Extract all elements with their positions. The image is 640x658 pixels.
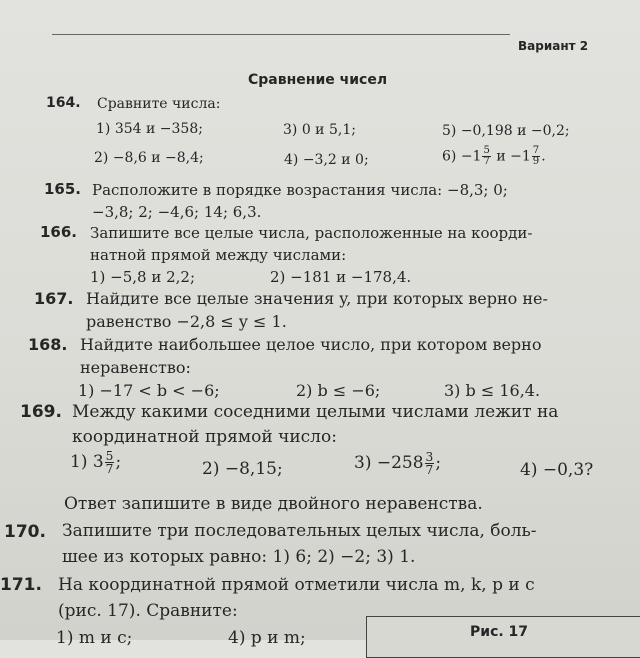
problem-168-number: 168.: [28, 335, 68, 354]
problem-171-line-1: На координатной прямой отметили числа m, k, p и c: [58, 575, 535, 595]
problem-169-item-1: 1) 3 $\frac{5}{7}$ ;: [70, 449, 122, 477]
problem-166-item-2: 2) −181 и −178,4.: [270, 268, 412, 286]
problem-168-line-2: неравенство:: [80, 358, 191, 377]
problem-164-item-5: 5) −0,198 и −0,2;: [442, 123, 570, 139]
problem-171-item-1: 1) m и c;: [56, 628, 133, 648]
problem-164-item-4: 4) −3,2 и 0;: [284, 152, 369, 168]
problem-170-line-2: шее из которых равно: 1) 6; 2) −2; 3) 1.: [62, 547, 416, 567]
problem-165-line-2: −3,8; 2; −4,6; 14; 6,3.: [92, 203, 262, 221]
problem-165-number: 165.: [44, 180, 82, 198]
problem-164-item-2: 2) −8,6 и −8,4;: [94, 150, 204, 166]
problem-166-line-2: натной прямой между числами:: [90, 246, 347, 264]
problem-169-item-3: 3) −258 $\frac{3}{7}$ ;: [354, 450, 442, 478]
problem-167-line-2: равенство −2,8 ≤ y ≤ 1.: [86, 312, 287, 331]
problem-168-item-3: 3) b ≤ 16,4.: [444, 381, 541, 400]
problem-169-number: 169.: [20, 402, 62, 422]
problem-166-line-1: Запишите все целые числа, расположенные на коорди-: [90, 224, 533, 242]
problem-170-line-1: Запишите три последовательных целых числа, боль-: [62, 521, 537, 541]
fraction-7-9: $\frac{7}{9}$: [532, 145, 540, 168]
problem-164-number: 164.: [46, 95, 81, 111]
figure-17-label: Рис. 17: [470, 624, 529, 640]
problem-169-item-2: 2) −8,15;: [202, 459, 283, 479]
problem-169-item-4: 4) −0,3?: [520, 460, 594, 480]
problem-164-item-1: 1) 354 и −358;: [96, 121, 203, 137]
problem-169-line-2: координатной прямой число:: [72, 427, 337, 447]
problem-168-item-2: 2) b ≤ −6;: [296, 381, 381, 400]
fraction-5-7: $\frac{5}{7}$: [483, 145, 490, 168]
problem-164-text: Сравните числа:: [97, 96, 221, 112]
problem-165-line-1: Расположите в порядке возрастания числа: −8,3; 0;: [92, 181, 508, 199]
problem-166-number: 166.: [40, 223, 78, 241]
problem-164-item-6: 6) −1 $\frac{5}{7}$ и −1 $\frac{7}{9}$ .: [442, 145, 546, 168]
section-title: Сравнение чисел: [248, 72, 388, 88]
problem-171-number: 171.: [0, 575, 42, 595]
problem-167-number: 167.: [34, 289, 74, 308]
problem-169-line-1: Между какими соседними целыми числами лежит на: [72, 402, 559, 422]
problem-167-line-1: Найдите все целые значения y, при которых верно не-: [86, 289, 548, 308]
problem-171-item-4: 4) p и m;: [228, 628, 306, 648]
fraction-5-7: $\frac{5}{7}$: [105, 449, 114, 477]
problem-169-answer-note: Ответ запишите в виде двойного неравенства.: [64, 494, 483, 514]
problem-170-number: 170.: [4, 522, 46, 542]
problem-168-item-1: 1) −17 < b < −6;: [78, 381, 220, 400]
problem-171-line-2: (рис. 17). Сравните:: [58, 601, 238, 621]
problem-164-item-3: 3) 0 и 5,1;: [283, 122, 356, 138]
problem-168-line-1: Найдите наибольшее целое число, при котором верно: [80, 335, 542, 354]
variant-label: Вариант 2: [518, 39, 589, 53]
header-rule: [52, 34, 510, 35]
fraction-3-7: $\frac{3}{7}$: [425, 450, 434, 478]
problem-166-item-1: 1) −5,8 и 2,2;: [90, 268, 196, 286]
